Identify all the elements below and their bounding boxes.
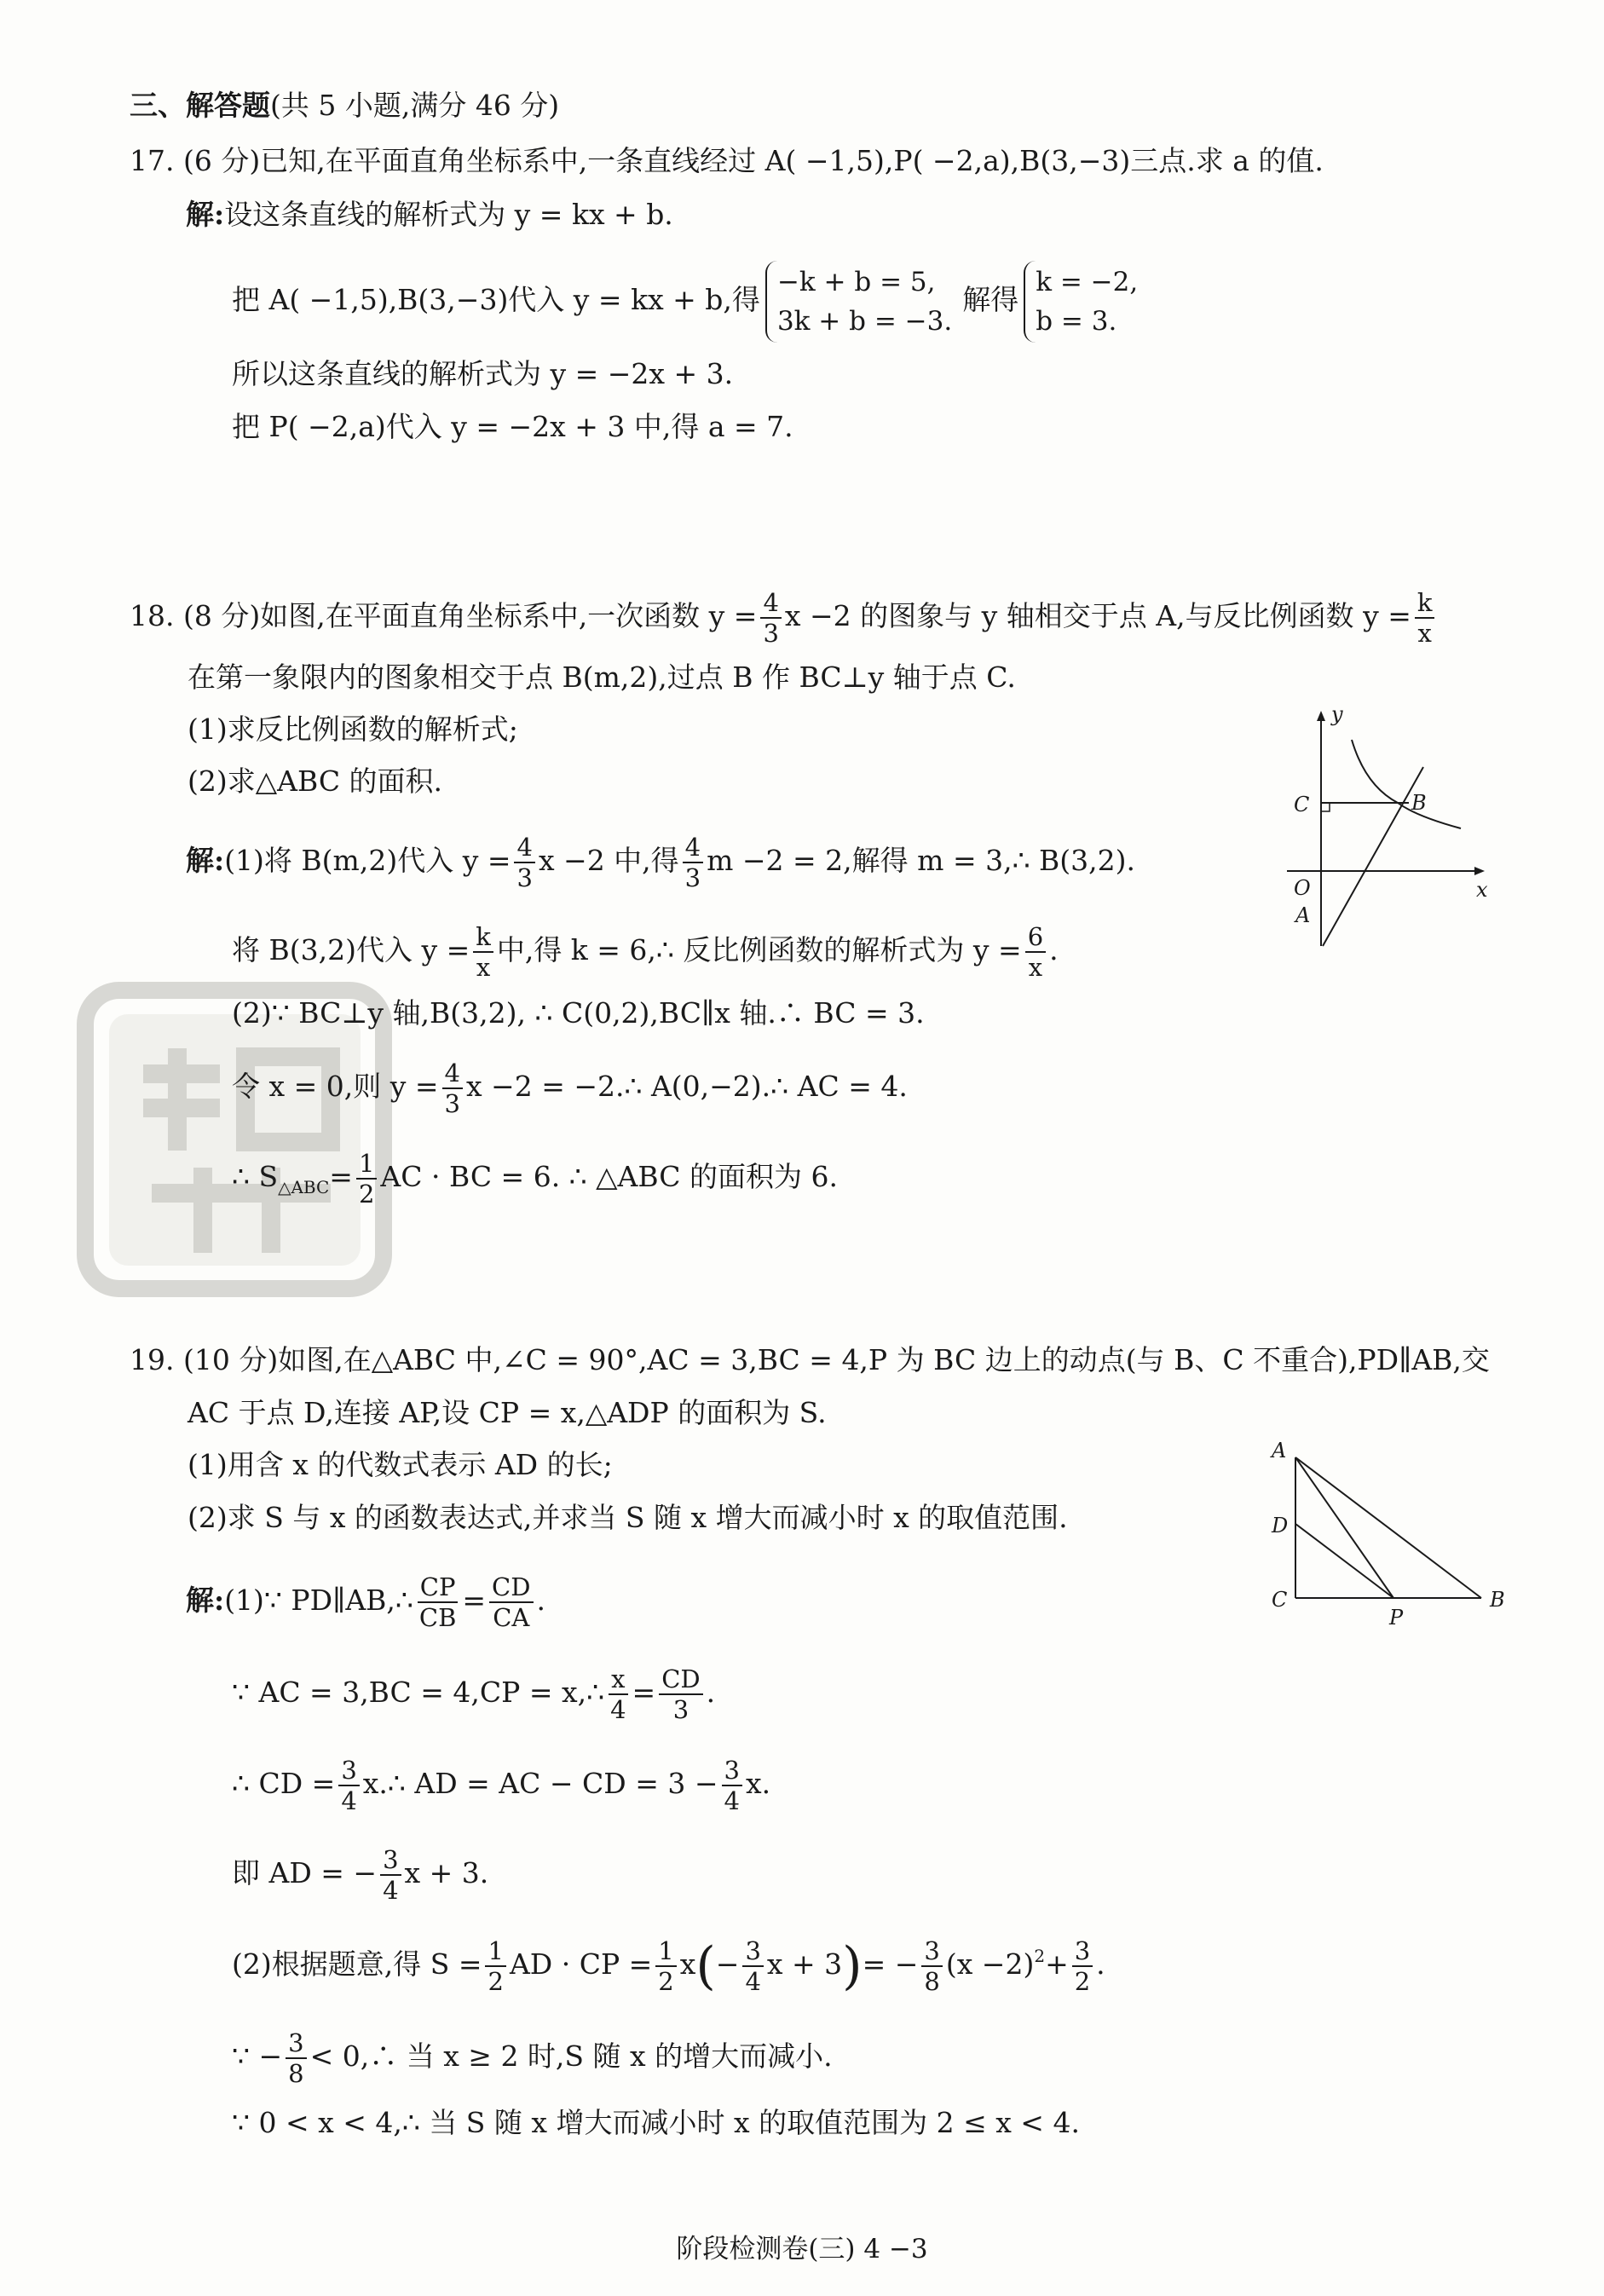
frac-den: 2 (358, 1180, 375, 1209)
fraction-6-x (1025, 922, 1046, 982)
label-a: A (1295, 903, 1311, 927)
fraction-3-8 (286, 2028, 306, 2088)
q17-sol1: k = −2, (1036, 267, 1139, 297)
line-ab (1323, 767, 1423, 946)
frac-num: CP (418, 1572, 459, 1603)
fraction-3-4 (722, 1756, 742, 1815)
q18-stem-a: 18. (8 分)如图,在平面直角坐标系中,一次函数 y = (130, 599, 758, 632)
q18-stem-b: x −2 的图象与 y 轴相交于点 A,与反比例函数 y = (784, 599, 1411, 632)
frac-den: 4 (724, 1786, 740, 1815)
q17-stem: 17. (6 分)已知,在平面直角坐标系中,一条直线经过 A( −1,5),P( −2,a),B(3,−3)三点.求 a 的值. (130, 144, 1324, 177)
q17-l4: 把 P( −2,a)代入 y = −2x + 3 中,得 a = 7. (232, 410, 793, 443)
q17-sol-line1 (186, 197, 673, 233)
q18-s5-a: ∴ S (232, 1160, 279, 1193)
label-x: x (1476, 878, 1488, 902)
q19-s3-c: x. (745, 1767, 771, 1800)
fraction-4-3 (760, 588, 781, 648)
hyperbola-curve (1352, 740, 1461, 828)
q19-s5-h: + (1045, 1947, 1069, 1981)
q19-sol-line3 (232, 1756, 770, 1815)
label-y: y (1331, 702, 1343, 726)
q19-s3-b: x.∴ AD = AC − CD = 3 − (362, 1767, 718, 1800)
segment-ap (1295, 1457, 1393, 1598)
frac-den: 2 (488, 1967, 504, 1996)
frac-num: 3 (921, 1936, 942, 1967)
q18-s5-c: AC · BC = 6. ∴ △ABC 的面积为 6. (380, 1160, 838, 1193)
q19-s5-b: AD · CP = (509, 1947, 653, 1981)
q18-coordinate-figure (1270, 699, 1526, 963)
frac-num: 1 (356, 1149, 377, 1180)
q19-s5-a: (2)根据题意,得 S = (232, 1947, 482, 1981)
frac-num: 4 (760, 588, 781, 619)
q17-sol-line2 (232, 257, 1148, 343)
q18-p1: (1)求反比例函数的解析式; (188, 712, 518, 746)
y-axis-arrow (1317, 711, 1325, 721)
side-ab (1295, 1457, 1481, 1598)
right-angle-mark (1321, 803, 1330, 811)
q19-s5-e: x + 3 (766, 1947, 843, 1981)
frac-num: 4 (442, 1059, 463, 1089)
q18-s3: (2)∵ BC⊥y 轴,B(3,2), ∴ C(0,2),BC∥x 轴.∴ BC = 3. (232, 996, 925, 1030)
frac-num: k (473, 922, 493, 953)
frac-num: 1 (655, 1936, 676, 1967)
fraction-cd-ca (489, 1572, 533, 1632)
q19-stem2: AC 于点 D,连接 AP,设 CP = x,△ADP 的面积为 S. (188, 1396, 827, 1429)
frac-den: 4 (383, 1876, 399, 1905)
label-a: A (1272, 1439, 1287, 1462)
q18-s1-a: (1)将 B(m,2)代入 y = (224, 844, 511, 877)
fraction-3-8 (921, 1936, 942, 1996)
fraction-k-x (473, 922, 493, 982)
q17-system (765, 261, 957, 343)
fraction-4-3 (514, 833, 534, 892)
label-b: B (1490, 1588, 1505, 1612)
fraction-cp-cb (417, 1572, 459, 1632)
q17-sol-label: 解: (186, 198, 225, 231)
q17-solution (1024, 261, 1143, 343)
frac-den: 3 (672, 1695, 689, 1724)
fraction-3-2 (1072, 1936, 1093, 1996)
q18-sol-line1 (186, 833, 1135, 892)
frac-den: 3 (516, 863, 533, 892)
frac-den: 8 (924, 1967, 940, 1996)
section-title: 三、解答题 (130, 89, 270, 122)
frac-den: 2 (658, 1967, 674, 1996)
fraction-k-x (1415, 588, 1435, 648)
q18-sol-line4 (232, 1059, 908, 1118)
q19-s6-b: < 0,∴ 当 x ≥ 2 时,S 随 x 的增大而减小. (309, 2039, 833, 2073)
frac-den: 4 (745, 1967, 761, 1996)
frac-den: 8 (288, 2059, 304, 2088)
q17-sol2: b = 3. (1036, 306, 1117, 337)
frac-num: x (609, 1664, 627, 1695)
frac-num: 3 (380, 1845, 401, 1876)
fraction-3-4 (380, 1845, 401, 1905)
q18-s4-a: 令 x = 0,则 y = (232, 1070, 439, 1103)
q19-sol-line1 (186, 1572, 545, 1632)
frac-den: 3 (684, 863, 701, 892)
label-c: C (1294, 793, 1310, 816)
left-paren: ( (695, 1936, 716, 1996)
frac-num: 3 (338, 1756, 359, 1786)
frac-num: CD (659, 1664, 702, 1695)
q18-stem-line1 (130, 588, 1438, 648)
section-heading (130, 88, 559, 124)
q19-s6-a: ∵ − (232, 2039, 283, 2073)
exponent: 2 (1034, 1946, 1046, 1966)
frac-num: 6 (1025, 922, 1046, 953)
q19-s1-b: . (536, 1584, 545, 1617)
q18-s1-b: x −2 中,得 (538, 844, 679, 877)
q19-triangle-figure (1261, 1432, 1517, 1628)
fraction-4-3 (442, 1059, 463, 1118)
q18-sol-label: 解: (186, 844, 225, 877)
frac-den: 3 (763, 619, 779, 648)
q19-s1-a: (1)∵ PD∥AB,∴ (224, 1584, 413, 1617)
frac-num: k (1415, 588, 1435, 619)
q19-s3-a: ∴ CD = (232, 1767, 336, 1800)
label-b: B (1411, 791, 1427, 815)
q19-p1: (1)用含 x 的代数式表示 AD 的长; (188, 1448, 613, 1481)
q19-sol-line2 (232, 1664, 715, 1724)
q19-s4-a: 即 AD = − (232, 1856, 378, 1889)
x-axis-arrow (1474, 867, 1485, 875)
q18-sol-line2 (232, 922, 1059, 982)
fraction-4-3 (683, 833, 703, 892)
frac-num: CD (489, 1572, 533, 1603)
q19-s1-eq: = (462, 1584, 487, 1617)
q19-p2: (2)求 S 与 x 的函数表达式,并求当 S 随 x 增大而减小时 x 的取值范围. (188, 1501, 1068, 1534)
section-meta: (共 5 小题,满分 46 分) (270, 89, 560, 122)
q18-s2-c: . (1049, 933, 1059, 966)
q19-sol-label: 解: (186, 1584, 225, 1617)
q18-s2-a: 将 B(3,2)代入 y = (232, 933, 470, 966)
q19-s4-b: x + 3. (404, 1856, 489, 1889)
q18-stem2: 在第一象限内的图象相交于点 B(m,2),过点 B 作 BC⊥y 轴于点 C. (188, 661, 1016, 694)
q19-s2-a: ∵ AC = 3,BC = 4,CP = x,∴ (232, 1676, 605, 1709)
q19-s5-c: x (679, 1947, 696, 1981)
q18-s2-b: 中,得 k = 6,∴ 反比例函数的解析式为 y = (496, 933, 1022, 966)
frac-den: 3 (444, 1089, 460, 1118)
frac-num: 3 (1072, 1936, 1093, 1967)
label-c: C (1272, 1588, 1288, 1612)
frac-den: 4 (341, 1786, 357, 1815)
q18-s5-sub: △ABC (278, 1177, 330, 1197)
frac-num: 4 (683, 833, 703, 863)
label-p: P (1389, 1606, 1404, 1628)
frac-den: x (1028, 953, 1043, 982)
frac-den: x (476, 953, 491, 982)
q18-s1-c: m −2 = 2,解得 m = 3,∴ B(3,2). (707, 844, 1136, 877)
frac-den: 2 (1074, 1967, 1091, 1996)
q19-s2-eq: = (632, 1676, 656, 1709)
fraction-x-4 (608, 1664, 628, 1724)
q18-p2: (2)求△ABC 的面积. (188, 764, 443, 798)
q17-sys2: 3k + b = −3. (776, 306, 953, 337)
fraction-3-4 (338, 1756, 359, 1815)
frac-den: CB (418, 1603, 457, 1632)
frac-den: CA (493, 1603, 530, 1632)
q17-l2b: 解得 (962, 283, 1019, 316)
q17-l2a: 把 A( −1,5),B(3,−3)代入 y = kx + b,得 (232, 283, 760, 316)
q19-s5-f: = − (862, 1947, 919, 1981)
q17-l1: 设这条直线的解析式为 y = kx + b. (224, 198, 673, 231)
q19-sol-line6 (232, 2028, 833, 2088)
fraction-cd-3 (659, 1664, 702, 1724)
q17-sys1: −k + b = 5, (776, 267, 936, 297)
q18-s5-b: = (329, 1160, 353, 1193)
frac-num: 3 (742, 1936, 763, 1967)
fraction-1-2 (485, 1936, 505, 1996)
fraction-3-4 (742, 1936, 763, 1996)
frac-num: 1 (485, 1936, 505, 1967)
frac-num: 4 (514, 833, 534, 863)
q19-sol-line5 (232, 1936, 1105, 1996)
frac-den: x (1417, 619, 1432, 648)
q19-s5-g: (x −2) (945, 1947, 1035, 1981)
frac-den: 4 (610, 1695, 626, 1724)
q19-sol-line4 (232, 1845, 488, 1905)
q19-s7: ∵ 0 < x < 4,∴ 当 S 随 x 增大而减小时 x 的取值范围为 2 ≤ x < 4. (232, 2106, 1080, 2139)
frac-num: 3 (286, 2028, 306, 2059)
label-d: D (1272, 1514, 1289, 1537)
q17-l3: 所以这条直线的解析式为 y = −2x + 3. (232, 357, 734, 390)
fraction-1-2 (655, 1936, 676, 1996)
q19-s5-i: . (1096, 1947, 1105, 1981)
q19-stem1: 19. (10 分)如图,在△ABC 中,∠C = 90°,AC = 3,BC = 4,P 为 BC 边上的动点(与 B、C 不重合),PD∥AB,交 (130, 1343, 1490, 1376)
page-footer: 阶段检测卷(三) 4 −3 (676, 2234, 928, 2264)
frac-num: 3 (722, 1756, 742, 1786)
q19-s5-d: − (715, 1947, 740, 1981)
fraction-1-2 (356, 1149, 377, 1209)
label-o: O (1294, 876, 1311, 900)
segment-pd (1295, 1524, 1393, 1598)
q19-s2-b: . (706, 1676, 716, 1709)
q18-sol-line5 (232, 1149, 838, 1209)
right-paren: ) (842, 1936, 863, 1996)
q18-s4-b: x −2 = −2.∴ A(0,−2).∴ AC = 4. (465, 1070, 908, 1103)
